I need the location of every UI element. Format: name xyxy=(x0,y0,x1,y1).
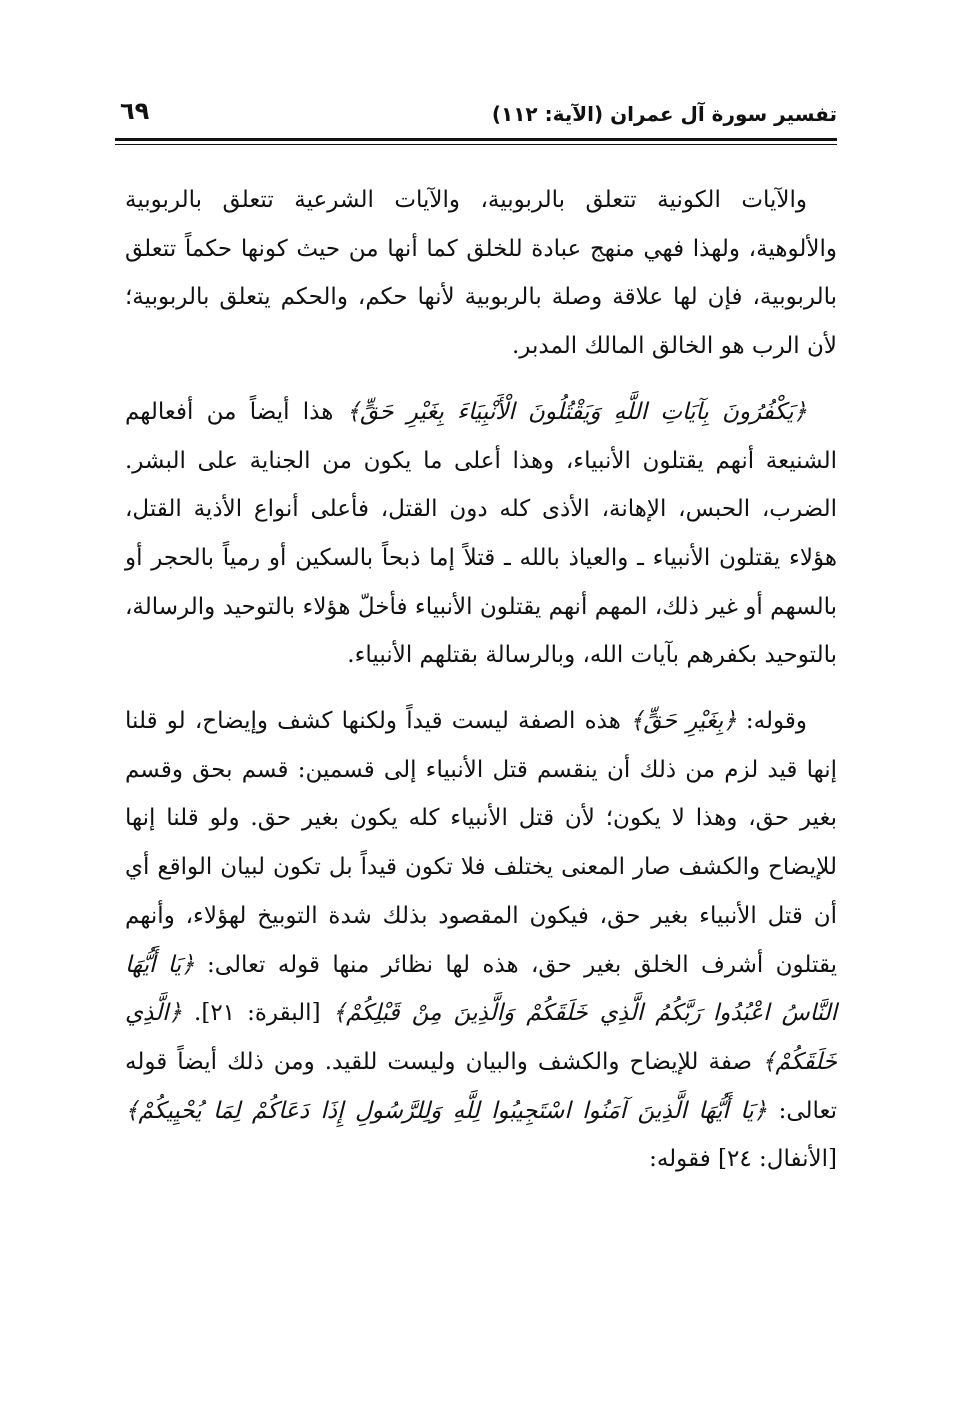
quran-verse-disbelieve-kill-prophets: ﴿يَكْفُرُونَ بِآيَاتِ اللَّهِ وَيَقْتُلُونَ الْأَنْبِيَاءَ بِغَيْرِ حَقٍّ﴾ xyxy=(346,398,807,425)
paragraph-3-continuation: صفة للإيضاح والكشف والبيان وليست للقيد. ومن ذلك أيضاً قوله تعالى: xyxy=(125,1048,838,1124)
quran-phrase-without-right: ﴿بِغَيْرِ حَقٍّ﴾ xyxy=(630,708,737,735)
running-title: تفسير سورة آل عمران (الآية: ١١٢) xyxy=(491,102,837,126)
citation-anfal: [الأنفال: ٢٤] فقوله: xyxy=(649,1146,837,1173)
page-number: ٦٩ xyxy=(120,97,150,125)
page-header xyxy=(115,88,837,134)
paragraph-2-text: هذا أيضاً من أفعالهم الشنيعة أنهم يقتلون الأنبياء، وهذا أعلى ما يكون من الجناية على البشر. الضرب، الحبس، الإهانة، الأذى كله دون القتل، فأعلى أنواع الأذية القتل، هؤلاء يقتلون الأنبياء ـ والعياذ بالله ـ قتلاً إما ذبحاً بالسكين أو رمياً بالحجر أو بالسهم أو غير ذلك، المهم أنهم يقتلون الأنبياء فأخلّ هؤلاء بالتوحيد والرسالة، بالتوحيد بكفرهم بآيات الله، وبالرسالة بقتلهم الأنبياء. xyxy=(125,398,837,669)
quran-phrase-who-created-you: ﴿الَّذِي خَلَقَكُمْ﴾ xyxy=(125,1000,837,1075)
paragraph-3-intro: وقوله: xyxy=(736,708,807,735)
paragraph-3 xyxy=(125,697,837,1184)
header-rule-thick xyxy=(115,138,837,141)
body-text xyxy=(125,176,837,1184)
quran-verse-respond-to-allah: ﴿يَا أَيُّهَا الَّذِينَ آمَنُوا اسْتَجِيبُوا لِلَّهِ وَلِلرَّسُولِ إِذَا دَعَاكُمْ لِمَا يُحْيِيكُمْ﴾ xyxy=(125,1097,768,1124)
quran-verse-worship-your-lord: ﴿يَا أَيُّهَا النَّاسُ اعْبُدُوا رَبَّكُمُ الَّذِي خَلَقَكُمْ وَالَّذِينَ مِنْ قَبْلِكُمْ﴾ xyxy=(125,951,837,1027)
paragraph-2 xyxy=(125,388,837,680)
header-rule-thin xyxy=(115,144,837,145)
paragraph-1 xyxy=(125,176,837,371)
paragraph-1-text: والآيات الكونية تتعلق بالربوبية، والآيات الشرعية تتعلق بالربوبية والألوهية، ولهذا فهي منهج عبادة للخلق كما أنها من حيث كونها حكماً تتعلق بالربوبية، فإن لها علاقة وصلة بالربوبية لأنها حكم، والحكم يتعلق بالربوبية؛ لأن الرب هو الخالق المالك المدبر. xyxy=(125,187,837,360)
citation-baqarah: [البقرة: ٢١]. xyxy=(181,1000,333,1027)
paragraph-3-explanation: هذه الصفة ليست قيداً ولكنها كشف وإيضاح، لو قلنا إنها قيد لزم من ذلك أن ينقسم قتل الأنبياء إلى قسمين: قسم بحق وقسم بغير حق، وهذا لا يكون؛ لأن قتل الأنبياء كله يكون بغير حق. ولو قلنا إنها للإيضاح والكشف صار المعنى يختلف فلا تكون قيداً بل تكون لبيان الواقع أي أن قتل الأنبياء بغير حق، فيكون المقصود بذلك شدة التوبيخ لهؤلاء، وأنهم يقتلون أشرف الخلق بغير حق، هذه لها نظائر منها قوله تعالى: xyxy=(125,708,837,978)
